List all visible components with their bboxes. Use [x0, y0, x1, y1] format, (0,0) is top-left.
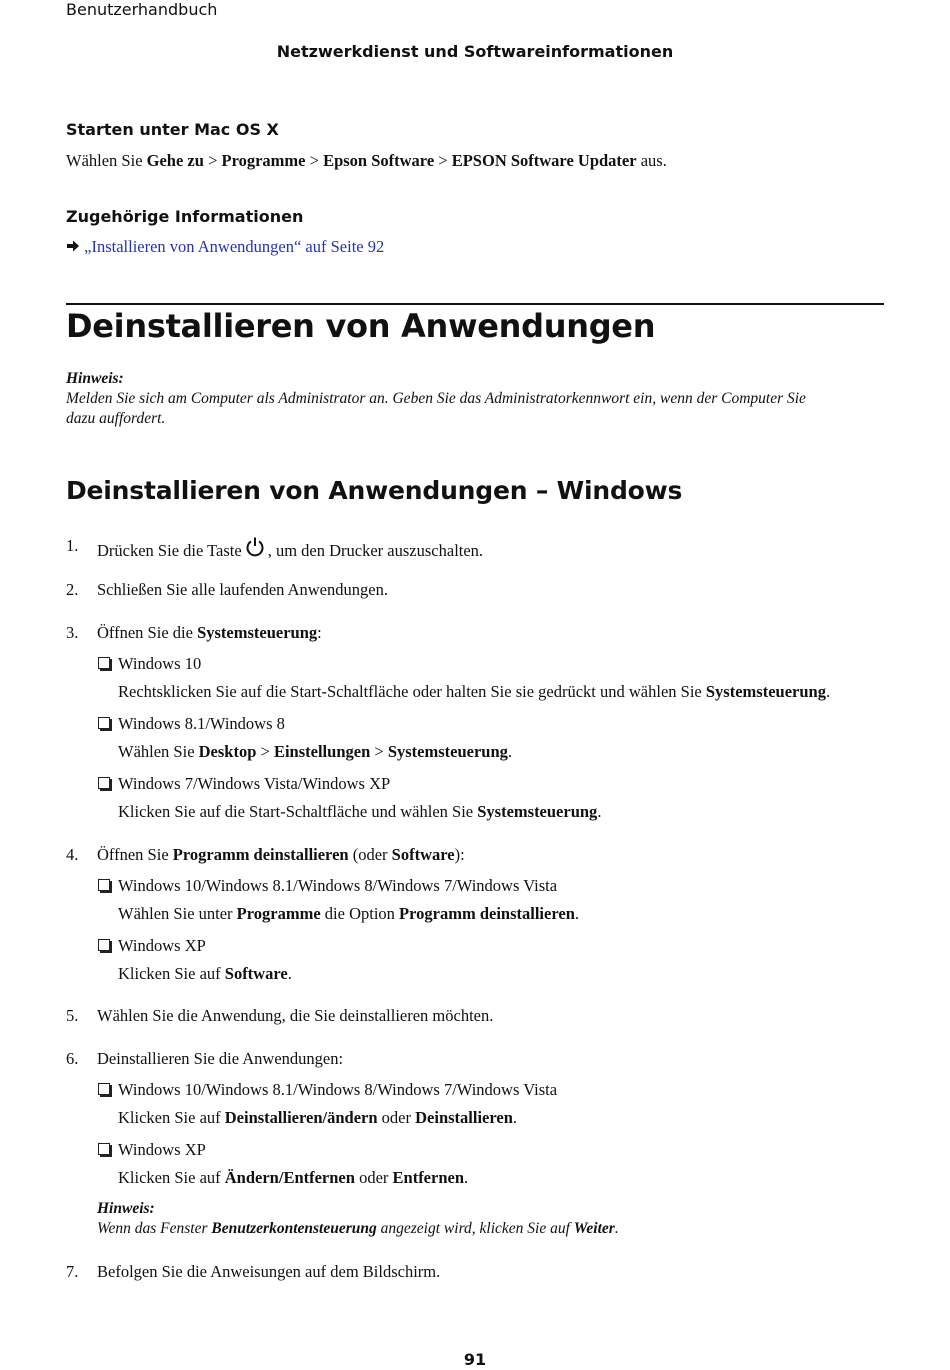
- step-number: 3.: [66, 623, 79, 642]
- step-text: Drücken Sie die Taste , um den Drucker auszuschalten.: [97, 536, 483, 561]
- windows-section-title: Deinstallieren von Anwendungen – Windows: [66, 476, 683, 505]
- checkbox-bullet: [98, 879, 110, 891]
- os-instruction: Klicken Sie auf Ändern/Entfernen oder Entfernen.: [118, 1168, 469, 1187]
- os-label: Windows 10: [118, 654, 202, 673]
- mac-heading: Starten unter Mac OS X: [66, 120, 279, 139]
- checkbox-bullet: [98, 1143, 110, 1155]
- note-line-1: Melden Sie sich am Computer als Administrator an. Geben Sie das Administratorkennwort ein, wenn der Computer Sie: [66, 390, 806, 407]
- step-number: 5.: [66, 1006, 79, 1025]
- os-instruction: Klicken Sie auf Deinstallieren/ändern oder Deinstallieren.: [118, 1108, 518, 1127]
- step-text: Wählen Sie die Anwendung, die Sie deinstallieren möchten.: [97, 1006, 494, 1025]
- os-instruction: Wählen Sie Desktop > Einstellungen > Systemsteuerung.: [118, 742, 513, 761]
- step-number: 7.: [66, 1262, 79, 1281]
- arrow-right-icon: [66, 239, 80, 253]
- checkbox-bullet: [98, 1083, 110, 1095]
- chapter-title: Netzwerkdienst und Softwareinformationen: [276, 42, 674, 61]
- step-number: 2.: [66, 580, 79, 599]
- related-link-row[interactable]: [66, 237, 384, 257]
- power-icon: [245, 536, 265, 558]
- os-instruction: Klicken Sie auf Software.: [118, 964, 292, 983]
- checkbox-bullet: [98, 657, 110, 669]
- os-instruction: Rechtsklicken Sie auf die Start-Schaltfläche oder halten Sie sie gedrückt und wählen Sie Systemsteuerung.: [118, 682, 831, 701]
- checkbox-bullet: [98, 939, 110, 951]
- step-number: 4.: [66, 845, 79, 864]
- step-text: Schließen Sie alle laufenden Anwendungen.: [97, 580, 388, 599]
- related-link[interactable]: „Installieren von Anwendungen“ auf Seite 92: [84, 237, 385, 256]
- step-text: Öffnen Sie die Systemsteuerung:: [97, 623, 322, 642]
- os-label: Windows 8.1/Windows 8: [118, 714, 285, 733]
- os-label: Windows XP: [118, 936, 206, 955]
- section-rule: [66, 303, 884, 305]
- checkbox-bullet: [98, 717, 110, 729]
- book-title: Benutzerhandbuch: [66, 0, 218, 19]
- note-heading: Hinweis:: [66, 370, 124, 387]
- os-instruction: Wählen Sie unter Programme die Option Programm deinstallieren.: [118, 904, 579, 923]
- note-text: Wenn das Fenster Benutzerkontensteuerung angezeigt wird, klicken Sie auf Weiter.: [97, 1220, 619, 1237]
- os-label: Windows 10/Windows 8.1/Windows 8/Windows 7/Windows Vista: [118, 1080, 558, 1099]
- main-title: Deinstallieren von Anwendungen: [66, 307, 656, 345]
- step-text: Öffnen Sie Programm deinstallieren (oder Software):: [97, 845, 465, 864]
- os-label: Windows XP: [118, 1140, 206, 1159]
- step-text: Befolgen Sie die Anweisungen auf dem Bildschirm.: [97, 1262, 441, 1281]
- os-instruction: Klicken Sie auf die Start-Schaltfläche und wählen Sie Systemsteuerung.: [118, 802, 602, 821]
- page-number: 91: [463, 1350, 487, 1369]
- note-line-2: dazu auffordert.: [66, 410, 166, 427]
- step-number: 6.: [66, 1049, 79, 1068]
- step-number: 1.: [66, 536, 79, 555]
- os-label: Windows 10/Windows 8.1/Windows 8/Windows 7/Windows Vista: [118, 876, 558, 895]
- os-label: Windows 7/Windows Vista/Windows XP: [118, 774, 391, 793]
- checkbox-bullet: [98, 777, 110, 789]
- related-heading: Zugehörige Informationen: [66, 207, 304, 226]
- step-text: Deinstallieren Sie die Anwendungen:: [97, 1049, 344, 1068]
- note-heading: Hinweis:: [97, 1200, 155, 1217]
- mac-instruction: Wählen Sie Gehe zu > Programme > Epson Software > EPSON Software Updater aus.: [66, 151, 667, 170]
